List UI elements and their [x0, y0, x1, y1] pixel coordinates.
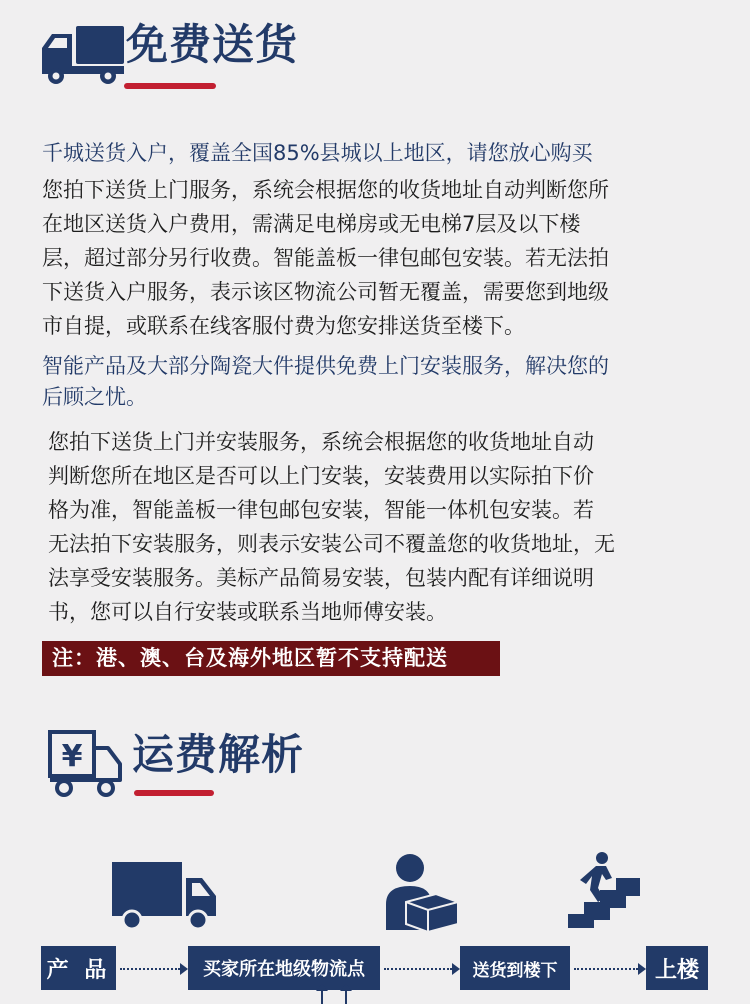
installation-highlight-line: 智能产品及大部分陶瓷大件提供免费上门安装服务，解决您的	[42, 354, 609, 378]
installation-line: 法享受安装服务。美标产品简易安装，包装内配有详细说明	[48, 566, 594, 590]
flow-step-logistics-point: 买家所在地级物流点	[188, 946, 380, 990]
flow-connector	[384, 968, 452, 970]
delivery-truck-icon	[38, 22, 126, 88]
installation-line: 无法拍下安装服务，则表示安装公司不覆盖您的收货地址，无	[48, 532, 615, 556]
title-underline	[134, 790, 214, 796]
delivery-line: 您拍下送货上门服务，系统会根据您的收货地址自动判断您所	[42, 178, 609, 202]
coverage-highlight: 千城送货入户，覆盖全国85%县城以上地区，请您放心购买	[42, 141, 593, 165]
delivery-line: 下送货入户服务，表示该区物流公司暂无覆盖，需要您到地级	[42, 280, 609, 304]
flow-step-upstairs: 上楼	[646, 946, 708, 990]
truck-icon	[110, 858, 220, 932]
section-title-shipping-analysis: 运费解析	[132, 730, 305, 779]
title-underline	[124, 83, 216, 89]
installation-line: 格为准，智能盖板一律包邮包安装，智能一体机包安装。若	[48, 498, 594, 522]
delivery-line: 市自提，或联系在线客服付费为您安排送货至楼下。	[42, 314, 525, 338]
flow-arrow-head	[638, 963, 646, 975]
stairs-climber-icon	[566, 850, 642, 930]
flow-connector	[120, 968, 180, 970]
flow-connector	[574, 968, 638, 970]
installation-highlight-line: 后顾之忧。	[42, 385, 147, 409]
flow-step-deliver-downstairs: 送货到楼下	[460, 946, 570, 990]
region-restriction-note: 注：港、澳、台及海外地区暂不支持配送	[42, 641, 500, 676]
installation-line: 书，您可以自行安装或联系当地师傅安装。	[48, 600, 447, 624]
section-title-free-delivery: 免费送货	[126, 20, 299, 69]
installation-line: 判断您所在地区是否可以上门安装，安装费用以实际拍下价	[48, 464, 594, 488]
svg-text:¥: ¥	[61, 739, 83, 774]
courier-package-icon	[380, 852, 460, 934]
flow-arrow-head	[180, 963, 188, 975]
delivery-line: 层，超过部分另行收费。智能盖板一律包邮包安装。若无法拍	[42, 246, 609, 270]
flow-arrow-head	[452, 963, 460, 975]
installation-line: 您拍下送货上门并安装服务，系统会根据您的收货地址自动	[48, 430, 594, 454]
yen-truck-icon	[46, 728, 126, 800]
delivery-line: 在地区送货入户费用，需满足电梯房或无电梯7层及以下楼	[42, 212, 581, 236]
flow-step-product: 产 品	[41, 946, 116, 990]
